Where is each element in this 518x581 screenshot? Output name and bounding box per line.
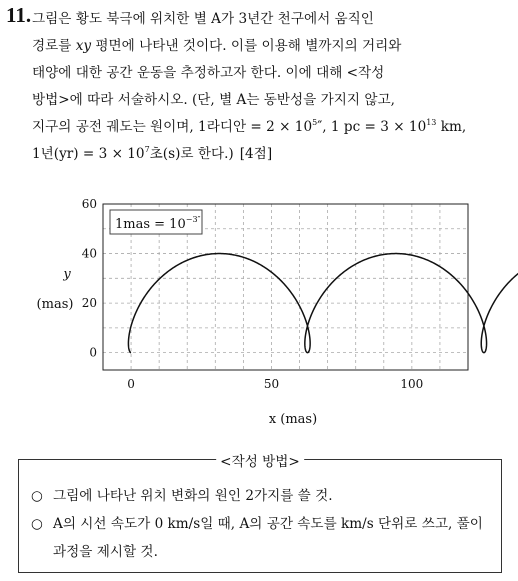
question-text — [32, 6, 510, 168]
xy-variable: xy — [75, 38, 92, 54]
y-axis-label-var: y — [63, 267, 71, 282]
y-tick-label: 40 — [81, 246, 97, 261]
question-number: 11. — [6, 3, 32, 27]
question-line-1: 그림은 황도 북극에 위치한 별 A가 3년간 천구에서 움직인 — [32, 11, 374, 27]
text-segment: 지구의 공전 궤도는 원이며, 1라디안 = 2 × 10 — [32, 119, 313, 135]
text-segment: ″, 1 pc = 3 × 10 — [317, 119, 427, 135]
method-item-text: A의 시선 속도가 0 km/s일 때, A의 공간 속도를 km/s 단위로 쓰고, 풀이 과정을 제시할 것. — [53, 516, 483, 560]
text-segment: 초(s)로 한다.) — [149, 146, 234, 162]
text-segment: 경로를 — [32, 38, 72, 54]
exponent: 5 — [312, 118, 318, 127]
y-axis-label-unit: (mas) — [36, 297, 74, 312]
x-tick-label: 0 — [127, 377, 135, 391]
bullet-icon: ○ — [31, 516, 43, 532]
text-segment: 평면에 나타낸 것이다. 이를 이용해 별까지의 거리와 — [95, 38, 402, 54]
bullet-icon: ○ — [31, 488, 43, 504]
question-line-3: 태양에 대한 공간 운동을 추정하고자 한다. 이에 대해 <작성 — [32, 65, 385, 81]
exponent: 7 — [144, 145, 150, 154]
method-title: <작성 방법> — [216, 450, 304, 470]
method-item — [31, 510, 497, 566]
question-line-6 — [32, 141, 510, 168]
y-tick-label: 60 — [81, 197, 97, 211]
method-item-text: 그림에 나타난 위치 변화의 원인 2가지를 쓸 것. — [53, 488, 333, 504]
trajectory-chart — [0, 192, 518, 442]
text-segment: km, — [436, 119, 467, 135]
method-item — [31, 482, 497, 510]
text-segment: 1년(yr) = 3 × 10 — [32, 146, 145, 162]
x-tick-label: 50 — [263, 377, 280, 391]
exponent: 13 — [426, 118, 437, 127]
question-line-5 — [32, 114, 510, 141]
y-tick-label: 20 — [81, 296, 97, 311]
y-tick-label: 0 — [89, 345, 97, 360]
x-tick-label: 100 — [400, 377, 424, 391]
annotation-text: $1mas = 10^{-3''}$ — [115, 215, 201, 232]
points-label: [4점] — [239, 146, 273, 162]
annotation-box — [110, 210, 202, 234]
method-list — [31, 482, 497, 566]
question-line-2 — [32, 33, 510, 60]
method-box — [18, 454, 502, 573]
question-line-4: 방법>에 따라 서술하시오. (단, 별 A는 동반성을 가지지 않고, — [32, 92, 395, 108]
x-axis-label: x (mas) — [268, 412, 318, 427]
